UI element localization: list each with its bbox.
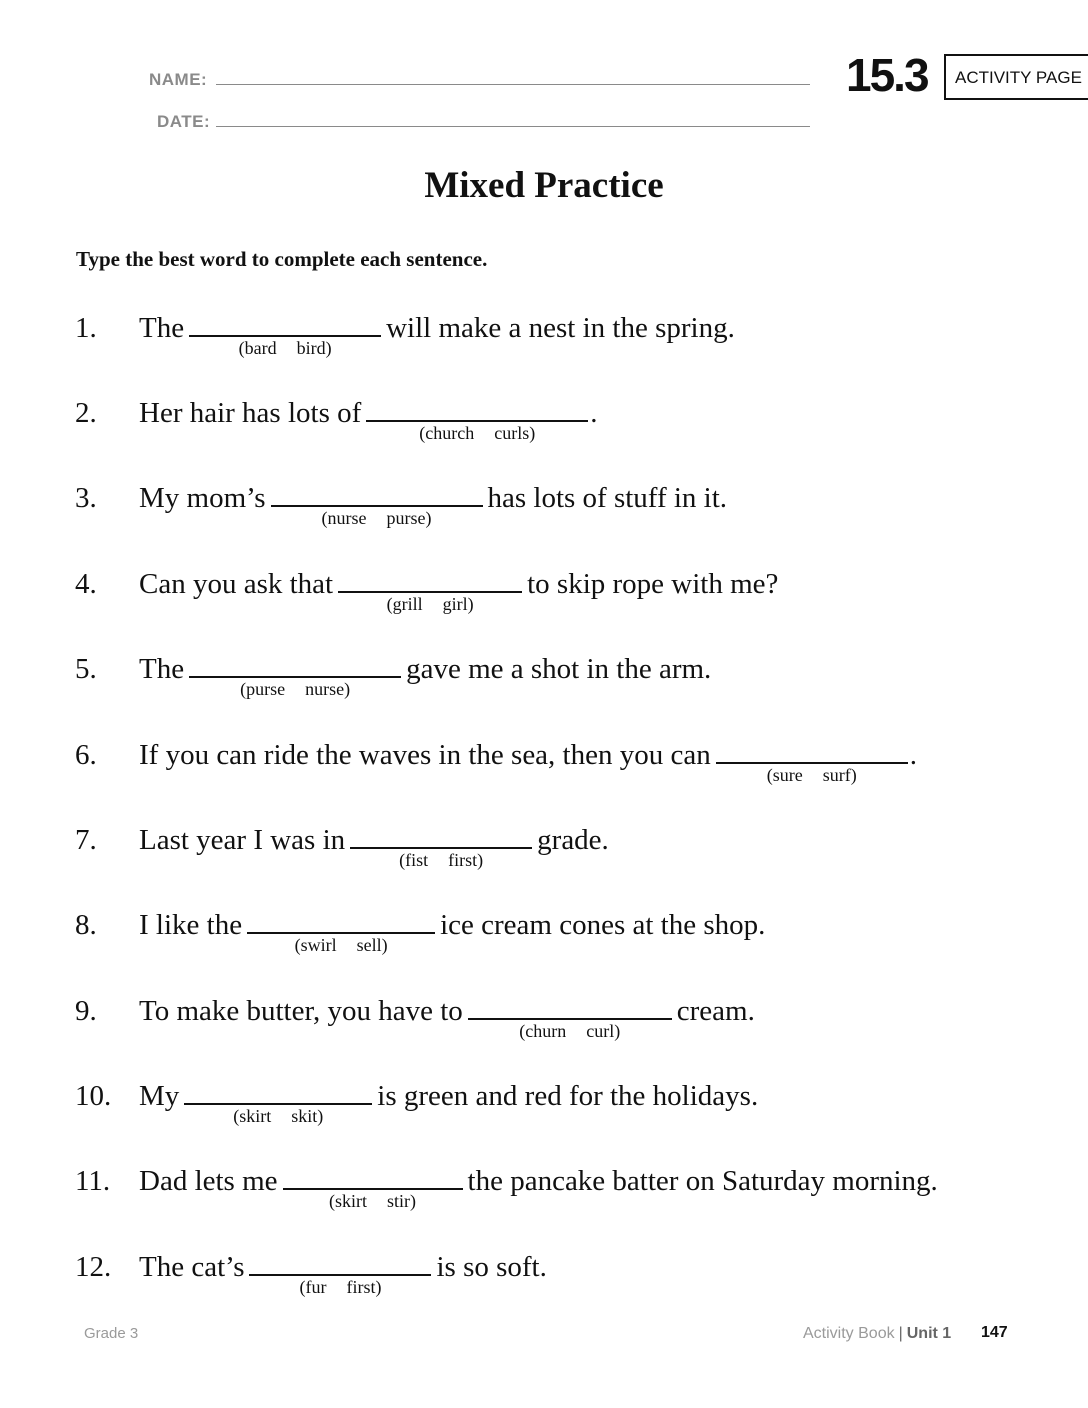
sentence-after-blank: ice cream cones at the shop. (440, 909, 766, 941)
word-choice: nurse) (305, 679, 351, 699)
date-label: DATE: (157, 112, 211, 131)
word-choice: purse) (386, 508, 432, 528)
answer-blank[interactable] (350, 827, 532, 870)
sentence-after-blank: has lots of stuff in it. (487, 482, 728, 514)
word-choices (184, 1106, 372, 1126)
sentence-before-blank: I like the (139, 909, 243, 941)
answer-blank[interactable] (189, 656, 401, 699)
word-choice: stir) (387, 1191, 417, 1211)
word-choice: (purse (240, 679, 286, 699)
answer-blank[interactable] (338, 571, 522, 614)
question-sentence (139, 994, 755, 1041)
sentence-after-blank: . (590, 397, 598, 429)
word-choice: (bard (238, 338, 277, 358)
sentence-before-blank: The (139, 653, 185, 685)
word-choice: (fist (399, 850, 429, 870)
word-choice: curl) (586, 1021, 621, 1041)
word-choice: (churn (519, 1021, 567, 1041)
sentence-before-blank: The (139, 312, 185, 344)
word-choice: (church (419, 423, 475, 443)
word-choice: (grill (386, 594, 423, 614)
word-choices (271, 508, 483, 528)
answer-blank[interactable] (468, 998, 672, 1041)
sentence-after-blank: grade. (537, 824, 609, 856)
word-choice: sell) (356, 935, 388, 955)
instruction-verb: Type (76, 247, 120, 271)
word-choice: curls) (494, 423, 536, 443)
answer-blank[interactable] (189, 315, 381, 358)
word-choices (283, 1191, 463, 1211)
word-choice: girl) (442, 594, 474, 614)
word-choices (249, 1277, 431, 1297)
question-sentence (139, 738, 917, 785)
question-sentence (139, 1250, 547, 1297)
question-sentence (139, 1079, 759, 1126)
question-number: 11. (75, 1165, 111, 1197)
word-choice: (sure (766, 765, 803, 785)
word-choices (366, 423, 588, 443)
sentence-after-blank: . (909, 739, 917, 771)
word-choice: bird) (296, 338, 332, 358)
word-choice: first) (346, 1277, 382, 1297)
word-choices (189, 338, 381, 358)
word-choices (350, 850, 532, 870)
word-choice: (skirt (233, 1106, 272, 1126)
word-choice: first) (448, 850, 484, 870)
sentence-before-blank: My mom’s (139, 482, 266, 514)
sentence-before-blank: To make butter, you have to (139, 995, 463, 1027)
question-sentence (139, 823, 609, 870)
sentence-before-blank: Can you ask that (139, 568, 334, 600)
footer-grade: Grade 3 (84, 1325, 139, 1342)
question-sentence (139, 481, 728, 528)
word-choices (716, 765, 908, 785)
word-choices (338, 594, 522, 614)
word-choice: surf) (822, 765, 857, 785)
sentence-before-blank: Last year I was in (139, 824, 346, 856)
answer-blank[interactable] (249, 1254, 431, 1297)
activity-page-label: ACTIVITY PAGE (944, 54, 1088, 100)
sentence-after-blank: is green and red for the holidays. (377, 1080, 759, 1112)
footer-separator: | (898, 1325, 903, 1342)
footer-unit: Unit 1 (906, 1325, 952, 1342)
word-choice: (skirt (329, 1191, 368, 1211)
word-choices (247, 935, 435, 955)
question-number: 1. (75, 312, 97, 344)
sentence-after-blank: is so soft. (436, 1251, 547, 1283)
question-number: 6. (75, 739, 97, 771)
question-sentence (139, 652, 712, 699)
question-number: 2. (75, 397, 97, 429)
name-line[interactable] (216, 84, 810, 85)
instruction-text: the best word to complete each sentence. (119, 247, 488, 271)
question-sentence (139, 1164, 938, 1211)
instructions (76, 247, 487, 272)
answer-blank[interactable] (283, 1168, 463, 1211)
word-choice: (fur (299, 1277, 327, 1297)
sentence-after-blank: gave me a shot in the arm. (406, 653, 712, 685)
sentence-before-blank: My (139, 1080, 180, 1112)
footer-book-title: Activity Book (803, 1325, 895, 1342)
question-number: 10. (75, 1080, 112, 1112)
activity-number: 15.3 (846, 49, 928, 101)
sentence-before-blank: The cat’s (139, 1251, 245, 1283)
word-choice: skit) (291, 1106, 324, 1126)
question-number: 3. (75, 482, 97, 514)
question-number: 5. (75, 653, 97, 685)
footer-book (803, 1325, 951, 1343)
sentence-before-blank: Dad lets me (139, 1165, 278, 1197)
question-number: 12. (75, 1251, 112, 1283)
answer-blank[interactable] (271, 485, 483, 528)
answer-blank[interactable] (366, 400, 588, 443)
question-sentence (139, 908, 766, 955)
word-choices (189, 679, 401, 699)
question-number: 4. (75, 568, 97, 600)
sentence-after-blank: cream. (676, 995, 755, 1027)
page-title: Mixed Practice (424, 165, 664, 206)
sentence-before-blank: If you can ride the waves in the sea, then you can (139, 739, 711, 771)
date-line[interactable] (216, 126, 810, 127)
answer-blank[interactable] (184, 1083, 372, 1126)
word-choices (468, 1021, 672, 1041)
sentence-before-blank: Her hair has lots of (139, 397, 362, 429)
question-sentence (139, 396, 598, 443)
question-number: 7. (75, 824, 97, 856)
word-choice: (nurse (321, 508, 367, 528)
sentence-after-blank: will make a nest in the spring. (386, 312, 735, 344)
page-number: 147 (981, 1324, 1008, 1341)
question-sentence (139, 311, 735, 358)
question-sentence (139, 567, 779, 614)
answer-blank[interactable] (247, 912, 435, 955)
sentence-after-blank: the pancake batter on Saturday morning. (467, 1165, 938, 1197)
word-choice: (swirl (294, 935, 337, 955)
sentence-after-blank: to skip rope with me? (527, 568, 779, 600)
answer-blank[interactable] (716, 742, 908, 785)
question-number: 9. (75, 995, 97, 1027)
name-label: NAME: (149, 70, 208, 89)
question-number: 8. (75, 909, 97, 941)
